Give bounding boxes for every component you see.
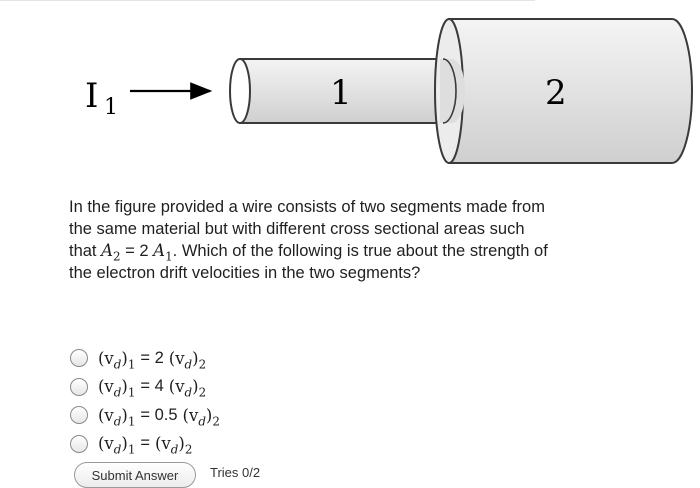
option-3-relation: = 0.5 <box>140 405 178 424</box>
question-text <box>69 197 549 284</box>
option-4-left: $(v_d)_1$ <box>98 434 136 457</box>
segment-1-label: 1 <box>330 73 352 113</box>
radio-button[interactable] <box>70 406 88 424</box>
equals-two: = 2 <box>120 242 154 260</box>
segment-2-label: 2 <box>545 73 567 113</box>
option-2[interactable] <box>70 373 220 402</box>
wire-figure <box>0 0 700 190</box>
radio-button[interactable] <box>70 435 88 453</box>
option-4-relation: = <box>140 434 151 453</box>
option-2-relation: = 4 <box>140 377 164 396</box>
option-2-left: $(v_d)_1$ <box>98 377 136 400</box>
answer-options <box>70 344 220 458</box>
question-part-2: . Which of the following is true about the strength of the electron drift velocities in the two segments? <box>69 242 548 282</box>
submit-answer-button[interactable]: Submit Answer <box>74 462 196 488</box>
option-1[interactable] <box>70 344 220 373</box>
current-subscript: 1 <box>104 95 118 120</box>
area-a2: $A_2$ <box>101 241 121 264</box>
option-3[interactable] <box>70 401 220 430</box>
option-2-right: $(v_d)_2$ <box>168 377 207 400</box>
option-3-left: $(v_d)_1$ <box>98 405 136 429</box>
option-1-relation: = 2 <box>140 348 164 367</box>
tries-counter: Tries 0/2 <box>210 465 261 480</box>
question-part-1: In the figure provided a wire consists of two segments made from the same material but with different cross sectional areas such that <box>69 198 545 260</box>
option-4[interactable] <box>70 430 220 459</box>
option-4-right: $(v_d)_2$ <box>155 434 193 457</box>
option-3-right: $(v_d)_2$ <box>182 405 220 429</box>
current-label: I <box>85 76 99 116</box>
area-a1: $A_1$ <box>153 241 173 264</box>
option-1-right: $(v_d)_2$ <box>168 348 207 372</box>
option-1-left: $(v_d)_1$ <box>98 348 136 372</box>
radio-button[interactable] <box>70 349 88 367</box>
radio-button[interactable] <box>70 378 88 396</box>
